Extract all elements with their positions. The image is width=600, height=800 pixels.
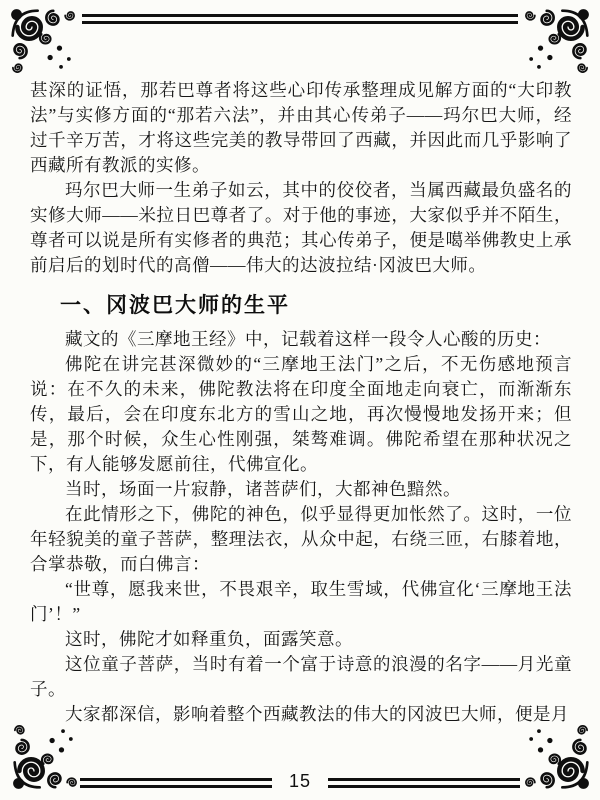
- paragraph: 甚深的证悟，那若巴尊者将这些心印传承整理成见解方面的“大印教法”与实修方面的“那若六法”，并由其心传弟子——玛尔巴大师，经过千辛万苦，才将这些完美的教导带回了西藏，并因此而几乎影响了西藏所有教派的实修。: [30, 80, 572, 175]
- paragraph: 这时，佛陀才如释重负，面露笑意。: [65, 629, 353, 649]
- section-heading: 一、冈波巴大师的生平: [60, 294, 290, 317]
- corner-scroll-ornament-icon: [8, 6, 86, 84]
- paragraph: 在此情形之下，佛陀的神色，似乎显得更加怅然了。这时，一位年轻貌美的童子菩萨，整理法衣，从众中起，右绕三匝，右膝着地，合掌恭敬，而白佛言：: [30, 504, 572, 574]
- paragraph: “世尊，愿我来世，不畏艰辛，取生雪域，代佛宣化‘三摩地王法门’！”: [30, 579, 572, 624]
- paragraph: 藏文的《三摩地王经》中，记载着这样一段令人心酸的历史：: [65, 329, 551, 349]
- page-text: [30, 78, 572, 727]
- corner-scroll-ornament-icon: [514, 6, 592, 84]
- paragraph: 当时，场面一片寂静，诸菩萨们，大都神色黯然。: [65, 479, 461, 499]
- paragraph: 大家都深信，影响着整个西藏教法的伟大的冈波巴大师，便是月: [65, 704, 569, 724]
- paragraph: 玛尔巴大师一生弟子如云，其中的佼佼者，当属西藏最负盛名的实修大师——米拉日巴尊者了。对于他的事迹，大家似乎并不陌生，尊者可以说是所有实修者的典范；其心传弟子，便是噶举佛教史上承前启后的划时代的高僧——伟大的达波拉结·冈波巴大师。: [30, 180, 572, 275]
- bottom-double-rule-right: [328, 778, 520, 788]
- page-number: 15: [288, 771, 312, 791]
- top-double-rule: [82, 14, 518, 24]
- paragraph: 这位童子菩萨，当时有着一个富于诗意的浪漫的名字——月光童子。: [30, 654, 572, 699]
- paragraph: 佛陀在讲完甚深微妙的“三摩地王法门”之后，不无伤感地预言说：在不久的未来，佛陀教法将在印度全面地走向衰亡，而渐渐东传，最后，会在印度东北方的雪山之地，再次慢慢地发扬开来；但是，那个时候，众生心性刚强，桀骜难调。佛陀希望在那种状况之下，有人能够发愿前往，代佛宣化。: [30, 354, 572, 474]
- bottom-double-rule-left: [80, 778, 272, 788]
